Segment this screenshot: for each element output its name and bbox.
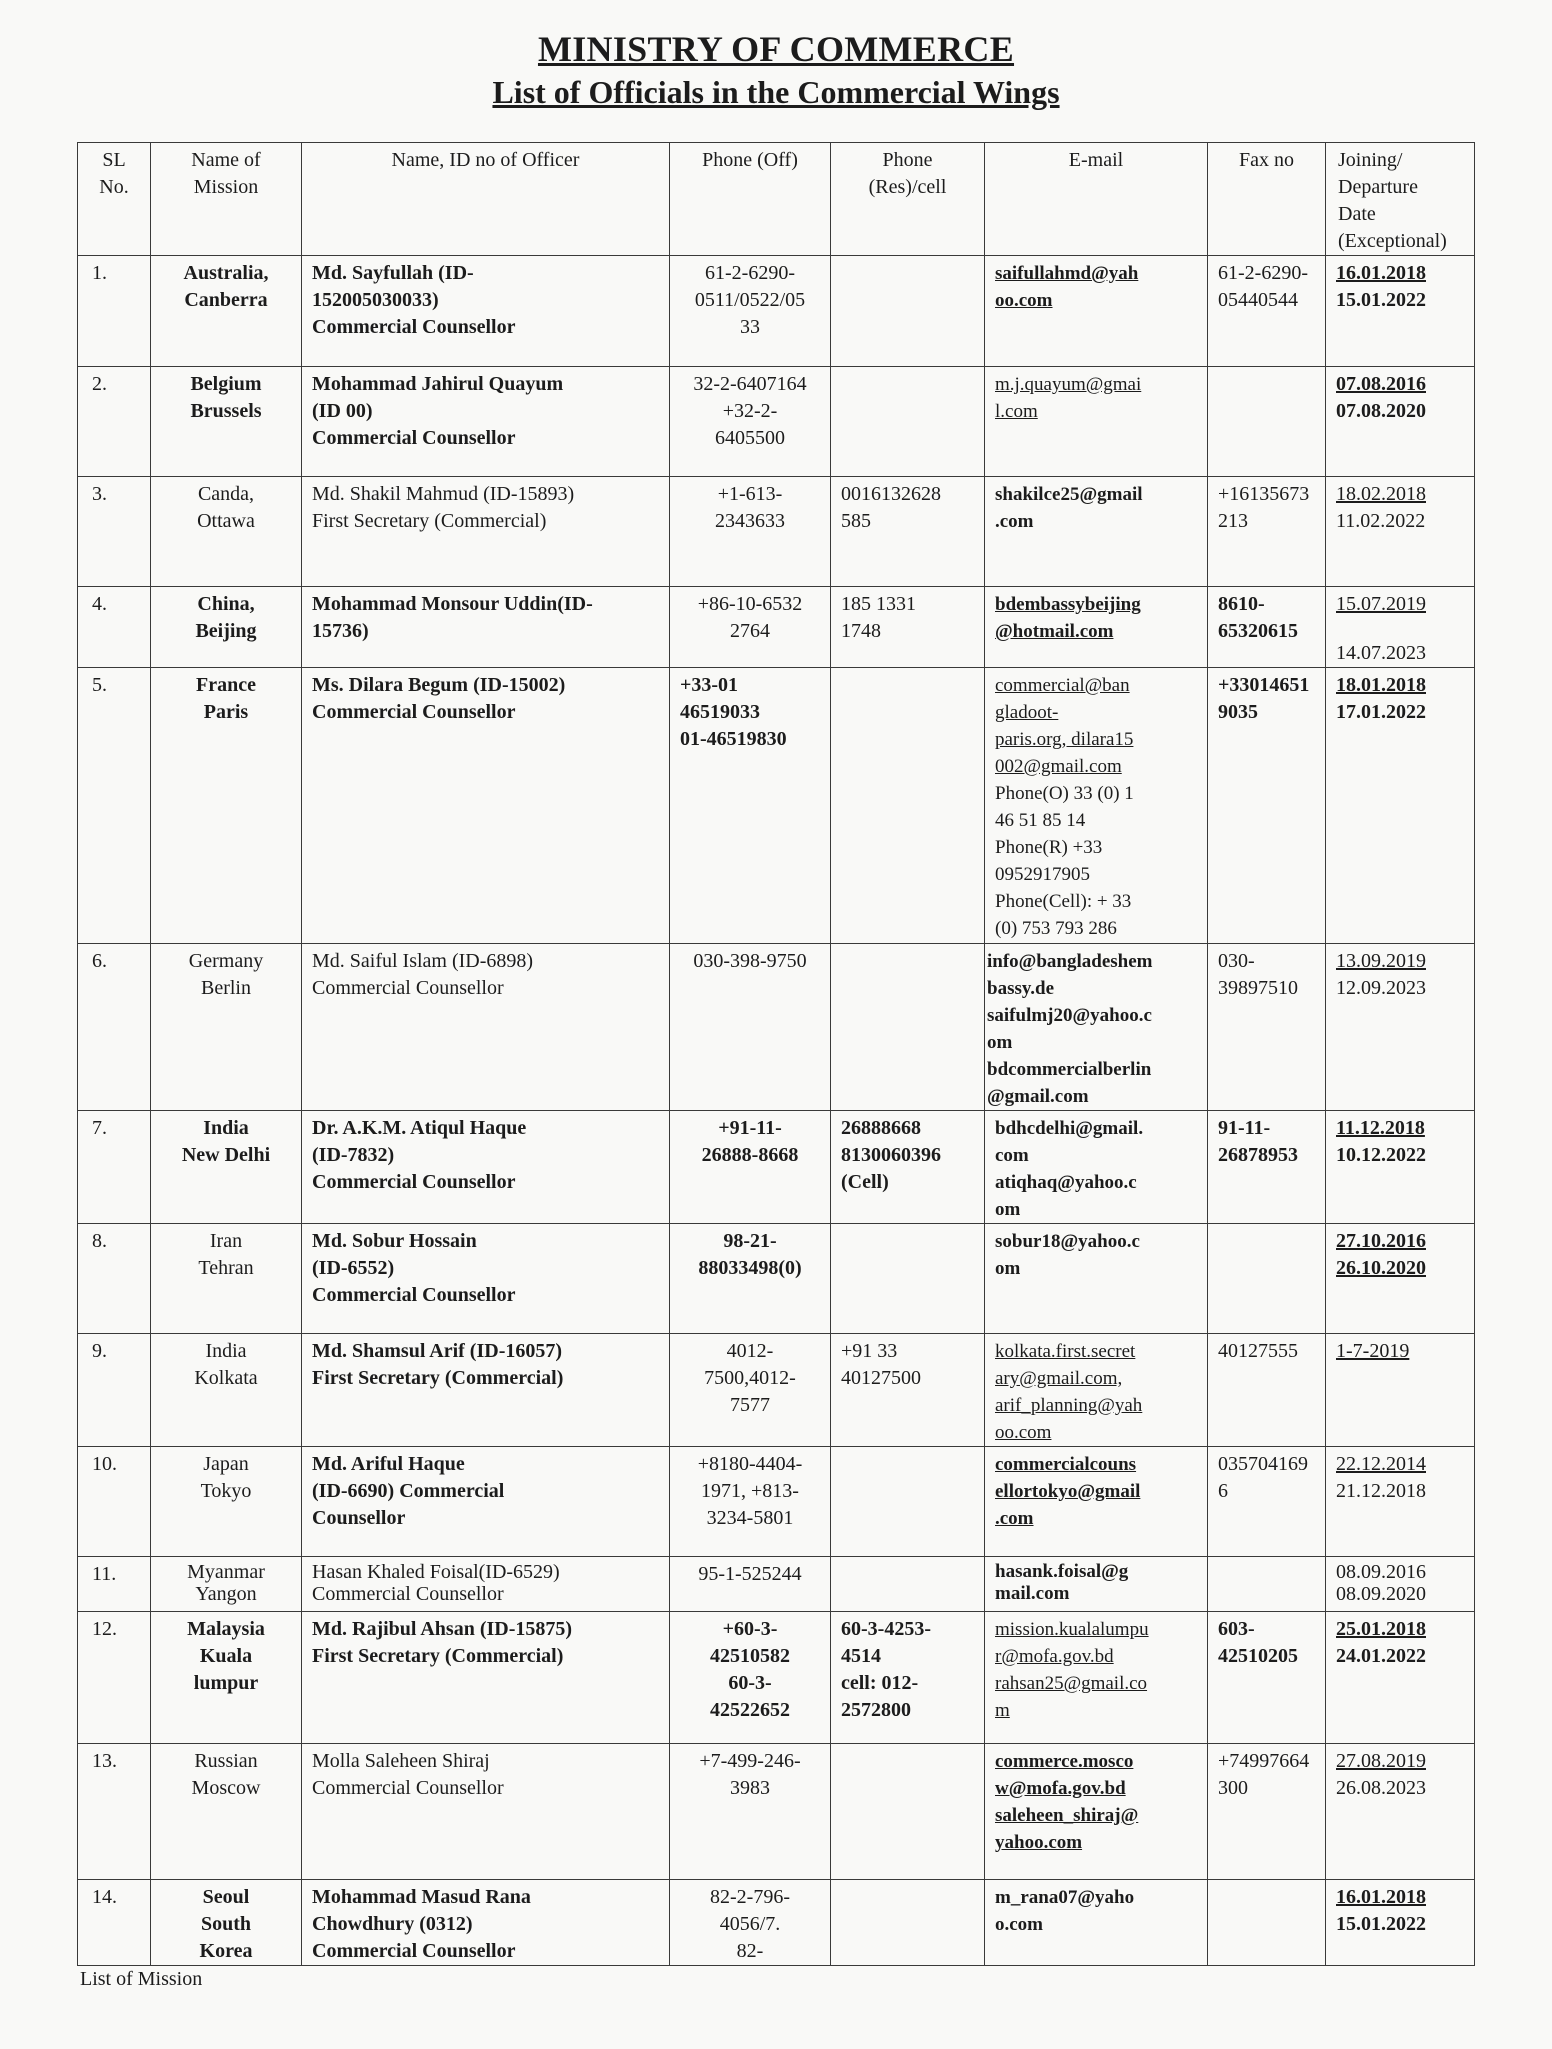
departure-date: 26.08.2023 bbox=[1336, 1777, 1426, 1799]
mission-cell: Malaysia Kuala lumpur bbox=[151, 1612, 302, 1744]
mission-cell: Germany Berlin bbox=[151, 944, 302, 1111]
fax-cell: +33014651 9035 bbox=[1208, 668, 1326, 944]
column-header-fax: Fax no bbox=[1208, 143, 1326, 256]
officer-cell: Hasan Khaled Foisal(ID-6529) Commercial Counsellor bbox=[302, 1557, 670, 1612]
table-row bbox=[78, 1334, 1475, 1447]
phone-res-cell bbox=[831, 256, 985, 367]
table-header-row bbox=[78, 143, 1475, 256]
table-row bbox=[78, 367, 1475, 477]
phone-off-cell: 61-2-6290- 0511/0522/05 33 bbox=[670, 256, 831, 367]
phone-off-cell: +60-3- 42510582 60-3- 42522652 bbox=[670, 1612, 831, 1744]
table-row bbox=[78, 1612, 1475, 1744]
departure-date: 17.01.2022 bbox=[1336, 701, 1426, 723]
mission-cell: Australia, Canberra bbox=[151, 256, 302, 367]
joining-date: 1-7-2019 bbox=[1336, 1340, 1410, 1362]
column-header-sl: SL No. bbox=[78, 143, 151, 256]
joining-date: 16.01.2018 bbox=[1336, 1886, 1426, 1908]
joining-date: 18.01.2018 bbox=[1336, 674, 1426, 696]
dates-cell bbox=[1326, 1612, 1475, 1744]
departure-date: 12.09.2023 bbox=[1336, 977, 1426, 999]
mission-cell: Seoul South Korea bbox=[151, 1880, 302, 1966]
email-link[interactable]: m.j.quayum@gmai l.com bbox=[985, 367, 1208, 477]
phone-res-cell: 60-3-4253- 4514 cell: 012- 2572800 bbox=[831, 1612, 985, 1744]
table-row bbox=[78, 1880, 1475, 1966]
column-header-phone-res: Phone (Res)/cell bbox=[831, 143, 985, 256]
dates-cell bbox=[1326, 1334, 1475, 1447]
email-link[interactable]: commercialcouns ellortokyo@gmail .com bbox=[985, 1447, 1208, 1557]
phone-res-cell bbox=[831, 668, 985, 944]
fax-cell: +16135673 213 bbox=[1208, 477, 1326, 587]
joining-date: 13.09.2019 bbox=[1336, 950, 1426, 972]
phone-res-cell: 0016132628 585 bbox=[831, 477, 985, 587]
joining-date: 22.12.2014 bbox=[1336, 1453, 1426, 1475]
officer-cell: Dr. A.K.M. Atiqul Haque (ID-7832) Commercial Counsellor bbox=[302, 1111, 670, 1224]
column-header-phone-off: Phone (Off) bbox=[670, 143, 831, 256]
sl-cell: 3. bbox=[78, 477, 151, 587]
dates-cell bbox=[1326, 1557, 1475, 1612]
phone-res-cell: 185 1331 1748 bbox=[831, 587, 985, 668]
table-row bbox=[78, 1111, 1475, 1224]
dates-cell bbox=[1326, 1744, 1475, 1880]
dates-cell bbox=[1326, 1111, 1475, 1224]
departure-date: 10.12.2022 bbox=[1336, 1144, 1426, 1166]
sl-cell: 9. bbox=[78, 1334, 151, 1447]
table-row bbox=[78, 587, 1475, 668]
joining-date: 16.01.2018 bbox=[1336, 262, 1426, 284]
table-row bbox=[78, 668, 1475, 944]
joining-date: 11.12.2018 bbox=[1336, 1117, 1425, 1139]
phone-off-cell: 82-2-796- 4056/7. 82- bbox=[670, 1880, 831, 1966]
sl-cell: 13. bbox=[78, 1744, 151, 1880]
fax-cell: 40127555 bbox=[1208, 1334, 1326, 1447]
officer-cell: Md. Sobur Hossain (ID-6552) Commercial Counsellor bbox=[302, 1224, 670, 1334]
phone-off-cell: +1-613- 2343633 bbox=[670, 477, 831, 587]
sl-cell: 7. bbox=[78, 1111, 151, 1224]
sl-cell: 5. bbox=[78, 668, 151, 944]
joining-date: 15.07.2019 bbox=[1336, 593, 1426, 615]
dates-cell bbox=[1326, 367, 1475, 477]
sl-cell: 6. bbox=[78, 944, 151, 1111]
phone-off-cell: 98-21- 88033498(0) bbox=[670, 1224, 831, 1334]
phone-res-cell: +91 33 40127500 bbox=[831, 1334, 985, 1447]
dates-cell bbox=[1326, 668, 1475, 944]
phone-res-cell bbox=[831, 1224, 985, 1334]
email-link[interactable]: hasank.foisal@g mail.com bbox=[985, 1557, 1208, 1612]
email-link[interactable]: kolkata.first.secret ary@gmail.com, arif_planning@yah oo.com bbox=[985, 1334, 1208, 1447]
officer-cell: Md. Ariful Haque (ID-6690) Commercial Counsellor bbox=[302, 1447, 670, 1557]
dates-cell bbox=[1326, 1447, 1475, 1557]
officer-cell: Md. Shakil Mahmud (ID-15893) First Secretary (Commercial) bbox=[302, 477, 670, 587]
column-header-dates: Joining/ Departure Date (Exceptional) bbox=[1326, 143, 1475, 256]
table-row bbox=[78, 256, 1475, 367]
phone-off-cell: +8180-4404- 1971, +813- 3234-5801 bbox=[670, 1447, 831, 1557]
phone-off-cell: 95-1-525244 bbox=[670, 1557, 831, 1612]
fax-cell bbox=[1208, 1224, 1326, 1334]
footer-note: List of Mission bbox=[80, 1968, 203, 1990]
departure-date: 26.10.2020 bbox=[1336, 1257, 1426, 1279]
fax-cell: 030- 39897510 bbox=[1208, 944, 1326, 1111]
sl-cell: 12. bbox=[78, 1612, 151, 1744]
officer-cell: Md. Shamsul Arif (ID-16057) First Secretary (Commercial) bbox=[302, 1334, 670, 1447]
joining-date: 08.09.2016 bbox=[1336, 1561, 1426, 1583]
page-title: MINISTRY OF COMMERCE bbox=[537, 29, 1015, 69]
phone-res-cell bbox=[831, 944, 985, 1111]
officer-cell: Md. Rajibul Ahsan (ID-15875) First Secretary (Commercial) bbox=[302, 1612, 670, 1744]
email-link[interactable]: commerce.mosco w@mofa.gov.bd saleheen_shiraj@ yahoo.com bbox=[985, 1744, 1208, 1880]
email-link[interactable]: bdhcdelhi@gmail. com atiqhaq@yahoo.c om bbox=[985, 1111, 1208, 1224]
sl-cell: 8. bbox=[78, 1224, 151, 1334]
email-link[interactable]: commercial@ban gladoot- paris.org, dilara15 002@gmail.com bbox=[995, 675, 1134, 777]
departure-date: 08.09.2020 bbox=[1336, 1583, 1426, 1605]
fax-cell: 8610- 65320615 bbox=[1208, 587, 1326, 668]
mission-cell: Iran Tehran bbox=[151, 1224, 302, 1334]
phone-res-cell bbox=[831, 1447, 985, 1557]
departure-date: 15.01.2022 bbox=[1336, 1913, 1426, 1935]
officer-cell: Md. Saiful Islam (ID-6898) Commercial Counsellor bbox=[302, 944, 670, 1111]
email-link[interactable]: info@bangladeshem bassy.de saifulmj20@yahoo.c om bdcommercialberlin @gmail.com bbox=[985, 944, 1208, 1111]
joining-date: 07.08.2016 bbox=[1336, 373, 1426, 395]
dates-cell bbox=[1326, 477, 1475, 587]
table-row bbox=[78, 944, 1475, 1111]
sl-cell: 1. bbox=[78, 256, 151, 367]
joining-date: 18.02.2018 bbox=[1336, 483, 1426, 505]
fax-cell: 61-2-6290- 05440544 bbox=[1208, 256, 1326, 367]
officer-cell: Molla Saleheen Shiraj Commercial Counsellor bbox=[302, 1744, 670, 1880]
mission-cell: China, Beijing bbox=[151, 587, 302, 668]
officer-cell: Md. Sayfullah (ID- 152005030033) Commercial Counsellor bbox=[302, 256, 670, 367]
dates-cell bbox=[1326, 256, 1475, 367]
table-row bbox=[78, 477, 1475, 587]
phone-res-cell: 26888668 8130060396 (Cell) bbox=[831, 1111, 985, 1224]
joining-date: 25.01.2018 bbox=[1336, 1618, 1426, 1640]
email-cell bbox=[985, 668, 1208, 944]
departure-date: 21.12.2018 bbox=[1336, 1480, 1426, 1502]
phone-off-cell: +33-01 46519033 01-46519830 bbox=[670, 668, 831, 944]
departure-date: 11.02.2022 bbox=[1336, 510, 1426, 532]
mission-cell: Myanmar Yangon bbox=[151, 1557, 302, 1612]
fax-cell: 035704169 6 bbox=[1208, 1447, 1326, 1557]
sl-cell: 14. bbox=[78, 1880, 151, 1966]
sl-cell: 10. bbox=[78, 1447, 151, 1557]
email-link[interactable]: saifullahmd@yah oo.com bbox=[985, 256, 1208, 367]
officer-cell: Mohammad Monsour Uddin(ID- 15736) bbox=[302, 587, 670, 668]
fax-cell bbox=[1208, 367, 1326, 477]
fax-cell: +74997664 300 bbox=[1208, 1744, 1326, 1880]
table-row bbox=[78, 1224, 1475, 1334]
mission-cell: Russian Moscow bbox=[151, 1744, 302, 1880]
page-subtitle: List of Officials in the Commercial Wings bbox=[492, 74, 1060, 110]
column-header-email: E-mail bbox=[985, 143, 1208, 256]
departure-date: 15.01.2022 bbox=[1336, 289, 1426, 311]
table-row bbox=[78, 1447, 1475, 1557]
email-link[interactable]: bdembassybeijing @hotmail.com bbox=[985, 587, 1208, 668]
officer-cell: Mohammad Masud Rana Chowdhury (0312) Commercial Counsellor bbox=[302, 1880, 670, 1966]
sl-cell: 11. bbox=[78, 1557, 151, 1612]
phone-off-cell: +7-499-246- 3983 bbox=[670, 1744, 831, 1880]
officer-cell: Ms. Dilara Begum (ID-15002) Commercial Counsellor bbox=[302, 668, 670, 944]
fax-cell: 603- 42510205 bbox=[1208, 1612, 1326, 1744]
phone-res-cell bbox=[831, 1880, 985, 1966]
phone-off-cell: 030-398-9750 bbox=[670, 944, 831, 1111]
officials-table bbox=[77, 142, 1475, 1966]
mission-cell: Canda, Ottawa bbox=[151, 477, 302, 587]
dates-cell bbox=[1326, 1880, 1475, 1966]
column-header-officer: Name, ID no of Officer bbox=[302, 143, 670, 256]
table-row bbox=[78, 1557, 1475, 1612]
officer-cell: Mohammad Jahirul Quayum (ID 00) Commercial Counsellor bbox=[302, 367, 670, 477]
sl-cell: 4. bbox=[78, 587, 151, 668]
email-link[interactable]: sobur18@yahoo.c om bbox=[985, 1224, 1208, 1334]
email-contact-phones: Phone(O) 33 (0) 1 46 51 85 14 Phone(R) +33 0952917905 Phone(Cell): + 33 (0) 753 793 286 bbox=[995, 783, 1134, 939]
phone-off-cell: 4012- 7500,4012- 7577 bbox=[670, 1334, 831, 1447]
fax-cell bbox=[1208, 1557, 1326, 1612]
email-link[interactable]: mission.kualalumpu r@mofa.gov.bd rahsan25@gmail.co m bbox=[985, 1612, 1208, 1744]
phone-off-cell: +86-10-6532 2764 bbox=[670, 587, 831, 668]
phone-res-cell bbox=[831, 1744, 985, 1880]
joining-date: 27.10.2016 bbox=[1336, 1230, 1426, 1252]
phone-off-cell: +91-11- 26888-8668 bbox=[670, 1111, 831, 1224]
mission-cell: India New Delhi bbox=[151, 1111, 302, 1224]
phone-res-cell bbox=[831, 367, 985, 477]
departure-date: 24.01.2022 bbox=[1336, 1645, 1426, 1667]
email-link[interactable]: m_rana07@yaho o.com bbox=[985, 1880, 1208, 1966]
column-header-mission: Name of Mission bbox=[151, 143, 302, 256]
fax-cell bbox=[1208, 1880, 1326, 1966]
phone-off-cell: 32-2-6407164 +32-2- 6405500 bbox=[670, 367, 831, 477]
departure-date: 07.08.2020 bbox=[1336, 400, 1426, 422]
departure-date: 14.07.2023 bbox=[1336, 642, 1426, 664]
table-row bbox=[78, 1744, 1475, 1880]
dates-cell bbox=[1326, 944, 1475, 1111]
fax-cell: 91-11- 26878953 bbox=[1208, 1111, 1326, 1224]
dates-cell bbox=[1326, 587, 1475, 668]
email-link[interactable]: shakilce25@gmail .com bbox=[985, 477, 1208, 587]
joining-date: 27.08.2019 bbox=[1336, 1750, 1426, 1772]
mission-cell: India Kolkata bbox=[151, 1334, 302, 1447]
phone-res-cell bbox=[831, 1557, 985, 1612]
mission-cell: Japan Tokyo bbox=[151, 1447, 302, 1557]
mission-cell: France Paris bbox=[151, 668, 302, 944]
dates-cell bbox=[1326, 1224, 1475, 1334]
sl-cell: 2. bbox=[78, 367, 151, 477]
mission-cell: Belgium Brussels bbox=[151, 367, 302, 477]
